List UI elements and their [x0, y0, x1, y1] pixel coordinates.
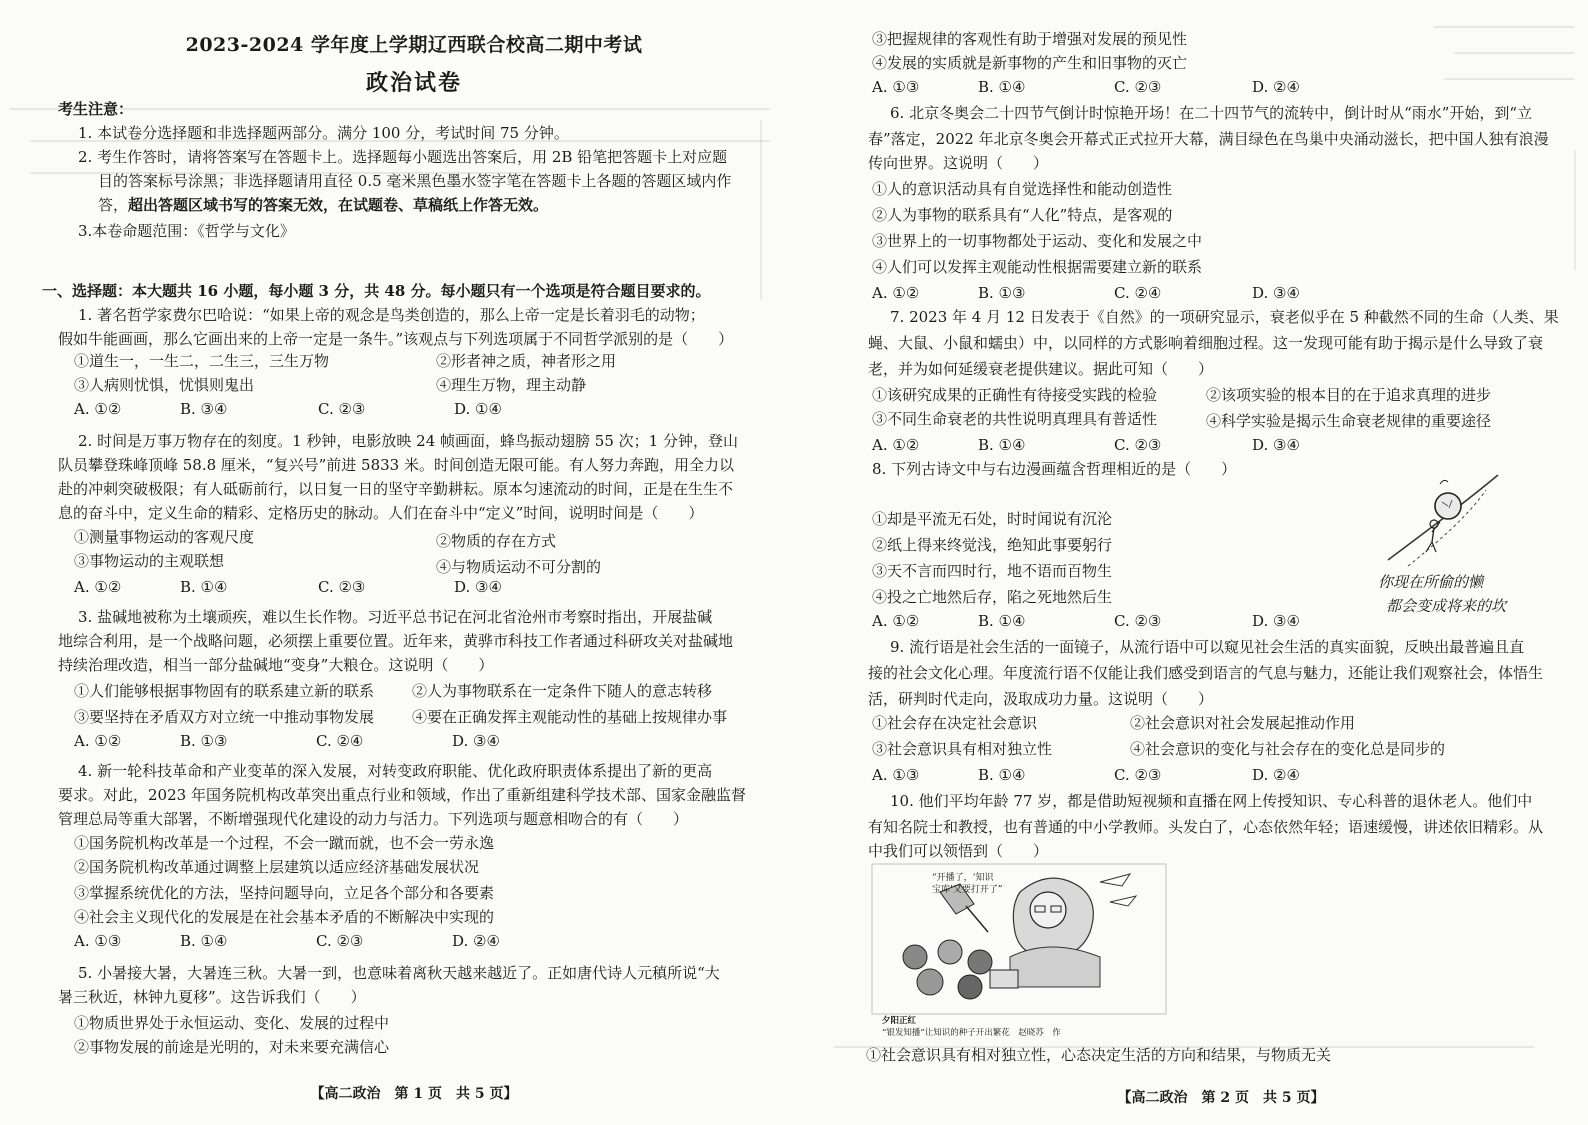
option-d[interactable]: D. ②④: [1252, 78, 1300, 96]
question-stem: 7. 2023 年 4 月 12 日发表于《自然》的一项研究显示，衰老似乎在 5 种截然不同的生命（人类、果: [890, 308, 1559, 326]
question-stem: 活，研判时代走向，汲取成功力量。这说明（ ）: [868, 690, 1214, 708]
speech-bubble: [932, 872, 1002, 896]
option-a[interactable]: A. ①③: [872, 78, 920, 96]
option-b[interactable]: B. ①③: [180, 732, 228, 750]
statement-item: ③天不言而四时行，地不语而百物生: [872, 562, 1113, 580]
statement-item: ②形者神之质，神者形之用: [436, 352, 617, 370]
notice-heading: 考生注意：: [58, 100, 134, 118]
statement-item: ②物质的存在方式: [436, 532, 557, 550]
notice-line: 1. 本试卷分选择题和非选择题两部分。满分 100 分，考试时间 75 分钟。: [78, 124, 569, 142]
statement-item: ②社会意识对社会发展起推动作用: [1130, 714, 1356, 732]
illustration-title: 夕阳正红: [882, 1016, 917, 1026]
option-b[interactable]: B. ①④: [978, 612, 1026, 630]
cartoon-caption-line: 你现在所偷的懒: [1378, 573, 1484, 591]
notice-emphasis: 超出答题区域书写的答案无效，在试题卷、草稿纸上作答无效。: [128, 196, 549, 214]
statement-item: ③不同生命衰老的共性说明真理具有普适性: [872, 410, 1158, 428]
answer-options: [872, 764, 1300, 786]
option-a[interactable]: A. ①③: [872, 766, 920, 784]
statement-item: ③社会意识具有相对独立性: [872, 740, 1053, 758]
statement-item: ①人的意识活动具有自觉选择性和能动创造性: [872, 180, 1173, 198]
question-stem: 6. 北京冬奥会二十四节气倒计时惊艳开场！在二十四节气的流转中，倒计时从“雨水”开始，到“立: [890, 104, 1533, 122]
question-stem: 3. 盐碱地被称为土壤顽疾，难以生长作物。习近平总书记在河北省沧州市考察时指出，开展盐碱: [78, 608, 713, 626]
statement-item: ①国务院机构改革是一个过程，不会一蹴而就，也不会一劳永逸: [74, 834, 495, 852]
option-a[interactable]: A. ①②: [872, 436, 920, 454]
option-c[interactable]: C. ②④: [316, 732, 364, 750]
page-footer: 【高二政治 第 2 页 共 5 页】: [1117, 1090, 1325, 1106]
cartoon-caption-line: 都会变成将来的坎: [1386, 597, 1507, 615]
statement-item: ②纸上得来终觉浅，绝知此事要躬行: [872, 536, 1113, 554]
answer-options: [74, 730, 500, 752]
exam-title: 2023-2024 学年度上学期辽西联合校高二期中考试: [185, 34, 643, 56]
question-stem: 队员攀登珠峰顶峰 58.8 厘米，“复兴号”前进 5833 米。时间创造无限可能。有人努力奔跑，用全力以: [58, 456, 734, 474]
question-stem: 4. 新一轮科技革命和产业变革的深入发展，对转变政府职能、优化政府职责体系提出了新的更高: [78, 762, 713, 780]
answer-options: [872, 76, 1300, 98]
statement-item: ②人为事物联系在一定条件下随人的意志转移: [412, 682, 713, 700]
question-stem: 9. 流行语是社会生活的一面镜子，从流行语中可以窥见社会生活的真实面貌，反映出最普遍且直: [890, 638, 1525, 656]
statement-item: ①人们能够根据事物固有的联系建立新的联系: [74, 682, 375, 700]
option-a[interactable]: A. ①②: [74, 578, 122, 596]
statement-item: ①却是平流无石处，时时闻说有沉沦: [872, 510, 1113, 528]
statement-item: ③世界上的一切事物都处于运动、变化和发展之中: [872, 232, 1203, 250]
statement-item: ③事物运动的主观联想: [74, 552, 225, 570]
section-heading: 一、选择题：本大题共 16 小题，每小题 3 分，共 48 分。每小题只有一个选项是符合题目要求的。: [42, 282, 711, 300]
statement-item: ①物质世界处于永恒运动、变化、发展的过程中: [74, 1014, 390, 1032]
option-a[interactable]: A. ①②: [74, 400, 122, 418]
statement-item: ④科学实验是揭示生命衰老规律的重要途径: [1206, 412, 1492, 430]
statement-item: ④投之亡地然后存，陷之死地然后生: [872, 588, 1113, 606]
question-stem: 1. 著名哲学家费尔巴哈说：“如果上帝的观念是鸟类创造的，那么上帝一定是长着羽毛的动物；: [78, 306, 705, 324]
speech-bubble-line: “开播了，‘知识: [932, 873, 994, 883]
option-c[interactable]: C. ②③: [316, 932, 364, 950]
option-d[interactable]: D. ③④: [1252, 612, 1300, 630]
answer-options: [74, 398, 502, 420]
statement-item: ④社会主义现代化的发展是在社会基本矛盾的不断解决中实现的: [74, 908, 495, 926]
option-a[interactable]: A. ①③: [74, 932, 122, 950]
question-stem: 赴的冲刺突破极限；有人砥砺前行，以日复一日的坚守辛勤耕耘。原本匀速流动的时间，正是在生生不: [58, 480, 734, 498]
option-d[interactable]: D. ③④: [452, 732, 500, 750]
question-stem: 持续治理改造，相当一部分盐碱地“变身”大粮仓。这说明（ ）: [58, 656, 494, 674]
answer-options: [74, 930, 500, 952]
option-b[interactable]: B. ①④: [978, 436, 1026, 454]
option-d[interactable]: D. ③④: [454, 578, 502, 596]
statement-item: ④人们可以发挥主观能动性根据需要建立新的联系: [872, 258, 1203, 276]
statement-item: ③把握规律的客观性有助于增强对发展的预见性: [872, 30, 1188, 48]
statement-item: ②人为事物的联系具有“人化”特点，是客观的: [872, 206, 1173, 224]
question-stem: 8. 下列古诗文中与右边漫画蕴含哲理相近的是（ ）: [872, 460, 1237, 478]
statement-item: ③人病则忧惧，忧惧则鬼出: [74, 376, 255, 394]
option-d[interactable]: D. ②④: [1252, 766, 1300, 784]
option-d[interactable]: D. ③④: [1252, 436, 1300, 454]
option-b[interactable]: B. ①④: [180, 578, 228, 596]
question-stem: 管理总局等重大部署，不断增强现代化建设的动力与活力。下列选项与题意相吻合的有（ ）: [58, 810, 689, 828]
statement-item: ①社会意识具有相对独立性，心态决定生活的方向和结果，与物质无关: [866, 1046, 1332, 1064]
illustration-caption: [882, 1014, 1061, 1038]
question-stem: 5. 小暑接大暑，大暑连三秋。大暑一到，也意味着离秋天越来越近了。正如唐代诗人元稹所说“大: [78, 964, 720, 982]
page-footer: 【高二政治 第 1 页 共 5 页】: [310, 1086, 518, 1102]
option-c[interactable]: C. ②③: [1114, 766, 1162, 784]
question-stem: 接的社会文化心理。年度流行语不仅能让我们感受到语言的气息与魅力，还能让我们观察社会，体悟生: [868, 664, 1544, 682]
page-1-column: [42, 0, 770, 1125]
question-stem: 息的奋斗中，定义生命的精彩、定格历史的脉动。人们在奋斗中“定义”时间，说明时间是（ ）: [58, 504, 704, 522]
answer-options: [74, 576, 502, 598]
question-stem: 2. 时间是万事万物存在的刻度。1 秒钟，电影放映 24 帧画面，蜂鸟振动翅膀 55 次；1 分钟，登山: [78, 432, 738, 450]
statement-item: ①该研究成果的正确性有待接受实践的检验: [872, 386, 1158, 404]
notice-line: [98, 194, 548, 216]
statement-item: ②该项实验的根本目的在于追求真理的进步: [1206, 386, 1492, 404]
question-stem: 有知名院士和教授，也有普通的中小学教师。头发白了，心态依然年轻；语速缓慢，讲述依旧精彩。从: [868, 818, 1544, 836]
notice-text: 答，: [98, 196, 129, 214]
question-stem: 春”落定，2022 年北京冬奥会开幕式正式拉开大幕，满目绿色在鸟巢中央涌动滋长，把中国人独有浪漫: [868, 130, 1549, 148]
option-c[interactable]: C. ②③: [1114, 612, 1162, 630]
notice-line: 3.本卷命题范围：《哲学与文化》: [78, 222, 295, 240]
statement-item: ①社会存在决定社会意识: [872, 714, 1038, 732]
answer-options: [872, 282, 1300, 304]
option-c[interactable]: C. ②③: [318, 578, 366, 596]
statement-item: ③要坚持在矛盾双方对立统一中推动事物发展: [74, 708, 375, 726]
option-b[interactable]: B. ①③: [978, 284, 1026, 302]
answer-options: [872, 610, 1300, 632]
cartoon-caption: [1378, 570, 1528, 618]
silver-streamers-illustration: [870, 862, 1168, 1022]
statement-item: ③掌握系统优化的方法，坚持问题导向，立足各个部分和各要素: [74, 884, 495, 902]
question-stem: 假如牛能画画，那么它画出来的上帝一定是一条牛。”该观点与下列选项属于不同哲学派别的是（ ）: [58, 330, 734, 348]
statement-item: ④理生万物，理主动静: [436, 376, 587, 394]
notice-line: 2. 考生作答时，请将答案写在答题卡上。选择题每小题选出答案后，用 2B 铅笔把答题卡上对应题: [78, 148, 728, 166]
statement-item: ④社会意识的变化与社会存在的变化总是同步的: [1130, 740, 1446, 758]
option-a[interactable]: A. ①②: [74, 732, 122, 750]
question-stem: 传向世界。这说明（ ）: [868, 154, 1049, 172]
option-c[interactable]: C. ②③: [1114, 78, 1162, 96]
notice-line: 目的答案标号涂黑；非选择题请用直径 0.5 毫米黑色墨水签字笔在答题卡上各题的答题区域内作: [98, 172, 732, 190]
statement-item: ④要在正确发挥主观能动性的基础上按规律办事: [412, 708, 728, 726]
option-b[interactable]: B. ③④: [180, 400, 228, 418]
question-stem: 地综合利用，是一个战略问题，必须摆上重要位置。近年来，黄骅市科技工作者通过科研攻关对盐碱地: [58, 632, 734, 650]
question-stem: 暑三秋近，林钟九夏移”。这告诉我们（ ）: [58, 988, 366, 1006]
option-a[interactable]: A. ①②: [872, 612, 920, 630]
exam-subtitle: 政治试卷: [365, 70, 462, 96]
statement-item: ④发展的实质就是新事物的产生和旧事物的灭亡: [872, 54, 1188, 72]
option-c[interactable]: C. ②④: [1114, 284, 1162, 302]
option-d[interactable]: D. ③④: [1252, 284, 1300, 302]
question-stem: 中我们可以领悟到（ ）: [868, 842, 1049, 860]
statement-item: ②国务院机构改革通过调整上层建筑以适应经济基础发展状况: [74, 858, 480, 876]
statement-item: ①道生一，一生二，二生三，三生万物: [74, 352, 330, 370]
question-stem: 老，并为如何延缓衰老提供建议。据此可知（ ）: [868, 360, 1214, 378]
option-c[interactable]: C. ②③: [318, 400, 366, 418]
option-d[interactable]: D. ②④: [452, 932, 500, 950]
question-stem: 要求。对此，2023 年国务院机构改革突出重点行业和领域，作出了重新组建科学技术部、国家金融监督: [58, 786, 746, 804]
option-b[interactable]: B. ①④: [180, 932, 228, 950]
statement-item: ④与物质运动不可分割的: [436, 558, 602, 576]
option-b[interactable]: B. ①④: [978, 78, 1026, 96]
question-stem: 10. 他们平均年龄 77 岁，都是借助短视频和直播在网上传授知识、专心科普的退休老人。他们中: [890, 792, 1533, 810]
option-c[interactable]: C. ②③: [1114, 436, 1162, 454]
option-d[interactable]: D. ①④: [454, 400, 502, 418]
speech-bubble-line: 宝库’又要打开了”: [932, 885, 1003, 895]
statement-item: ①测量事物运动的客观尺度: [74, 528, 255, 546]
option-a[interactable]: A. ①②: [872, 284, 920, 302]
statement-item: ②事物发展的前途是光明的，对未来要充满信心: [74, 1038, 390, 1056]
illustration-credit: “银发知播”让知识的种子开出繁花 赵晓苏 作: [882, 1028, 1061, 1038]
option-b[interactable]: B. ①④: [978, 766, 1026, 784]
question-stem: 蝇、大鼠、小鼠和蠕虫）中，以同样的方式影响着细胞过程。这一发现可能有助于揭示是什么导致了衰: [868, 334, 1544, 352]
answer-options: [872, 434, 1300, 456]
